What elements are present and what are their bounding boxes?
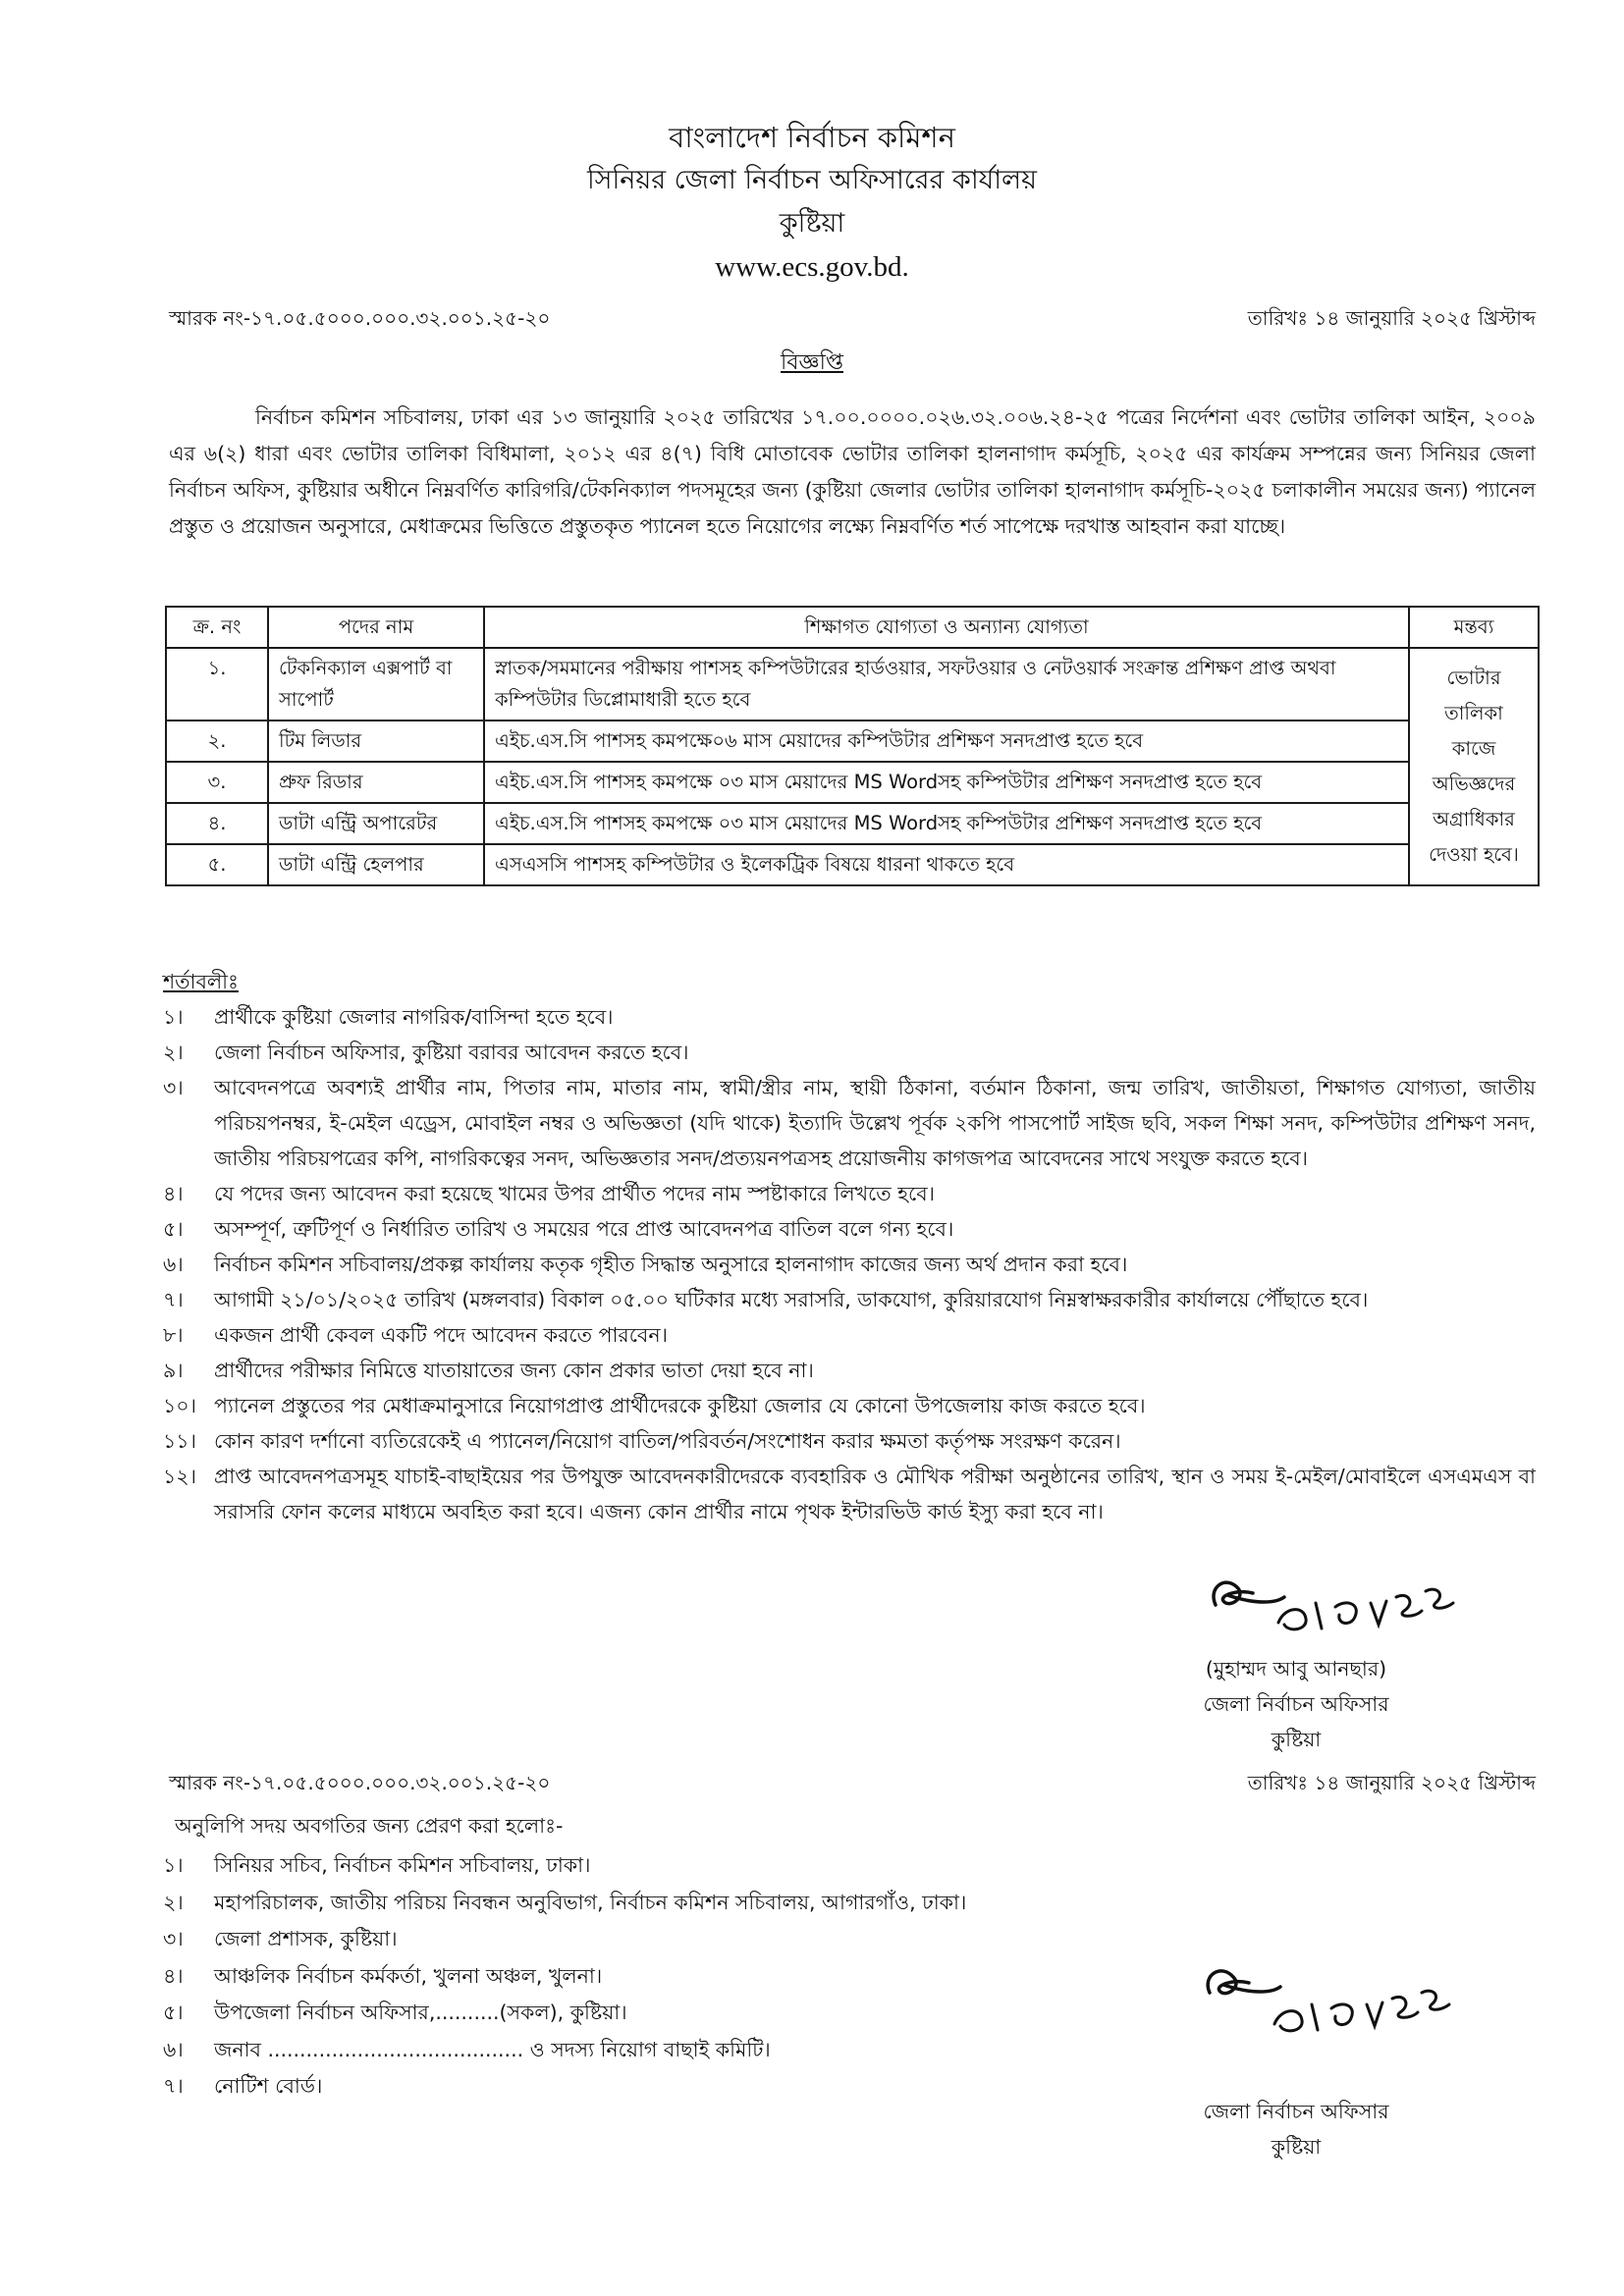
table-header-row [166, 607, 1539, 648]
list-item [163, 1388, 1536, 1423]
item-number: ১। [163, 1005, 184, 1029]
item-number: ৬। [163, 2037, 184, 2061]
list-item [163, 1282, 1536, 1317]
signatory-designation: জেলা নির্বাচন অফিসার [1203, 1692, 1389, 1716]
row-qualification: এইচ.এস.সি পাশসহ কমপক্ষে ০৩ মাস মেয়াদের MS Wordসহ কম্পিউটার প্রশিক্ষণ সনদপ্রাপ্ত হতে হবে [484, 803, 1409, 844]
row-qualification: এইচ.এস.সি পাশসহ কমপক্ষে ০৩ মাস মেয়াদের MS Wordসহ কম্পিউটার প্রশিক্ষণ সনদপ্রাপ্ত হতে হবে [484, 762, 1409, 803]
table-row [166, 762, 1539, 803]
row-post: ডাটা এন্ট্রি হেলপার [268, 844, 484, 885]
list-item [163, 1459, 1536, 1529]
item-number: ৬। [163, 1253, 184, 1276]
remark-cell: ভোটার তালিকা কাজে অভিজ্ঞদের অগ্রাধিকার দেওয়া হবে। [1409, 648, 1539, 885]
row-post: প্রুফ রিডার [268, 762, 484, 803]
list-item [163, 2068, 1145, 2106]
row-no: ৫. [166, 844, 268, 885]
signatory-designation: জেলা নির্বাচন অফিসার [1203, 2100, 1389, 2123]
item-text: মহাপরিচালক, জাতীয় পরিচয় নিবন্ধন অনুবিভাগ, নির্বাচন কমিশন সচিবালয়, আগারগাঁও, ঢাকা। [214, 1890, 967, 1914]
row-no: ১. [166, 648, 268, 721]
list-item [163, 1070, 1536, 1176]
signatory-name: (মুহাম্মদ আবু আনছার) [1205, 1657, 1387, 1681]
row-post: টিম লিডার [268, 721, 484, 762]
office-location: কুষ্টিয়া [779, 208, 845, 239]
posts-table [165, 606, 1540, 886]
row-no: ৪. [166, 803, 268, 844]
item-text: প্যানেল প্রস্তুতের পর মেধাক্রমানুসারে নিয়োগপ্রাপ্ত প্রার্থীদেরকে কুষ্টিয়া জেলার যে কোনো উপজেলায় কাজ করতে হবে। [214, 1394, 1146, 1417]
item-number: ৫। [163, 1217, 184, 1241]
row-qualification: এইচ.এস.সি পাশসহ কমপক্ষে০৬ মাস মেয়াদের কম্পিউটার প্রশিক্ষণ সনদপ্রাপ্ত হতে হবে [484, 721, 1409, 762]
website: www.ecs.gov.bd. [715, 251, 909, 283]
copy-heading: অনুলিপি সদয় অবগতির জন্য প্রেরণ করা হলোঃ- [175, 1814, 564, 1838]
signatory-place: কুষ্টিয়া [1271, 1728, 1322, 1751]
row-no: ২. [166, 721, 268, 762]
item-number: ৪। [163, 1182, 184, 1205]
signature-image [1188, 1942, 1522, 2059]
row-no: ৩. [166, 762, 268, 803]
col-header-qualification: শিক্ষাগত যোগ্যতা ও অন্যান্য যোগ্যতা [484, 607, 1409, 648]
list-item [163, 1247, 1536, 1282]
item-number: ১০। [163, 1394, 196, 1417]
item-number: ২। [163, 1041, 184, 1064]
item-number: ৭। [163, 2074, 184, 2098]
list-item [163, 1317, 1536, 1353]
list-item [163, 1958, 1145, 1996]
table-row [166, 721, 1539, 762]
list-item [163, 1995, 1145, 2032]
item-text: অসম্পূর্ণ, ত্রুটিপূর্ণ ও নির্ধারিত তারিখ ও সময়ের পরে প্রাপ্ত আবেদনপত্র বাতিল বলে গন্য হবে। [214, 1217, 954, 1241]
item-text: উপজেলা নির্বাচন অফিসার,..........(সকল), কুষ্টিয়া। [214, 2001, 627, 2024]
item-number: ২। [163, 1890, 184, 1914]
item-text: প্রার্থীকে কুষ্টিয়া জেলার নাগরিক/বাসিন্দা হতে হবে। [214, 1005, 614, 1029]
item-text: নোটিশ বোর্ড। [214, 2074, 323, 2098]
signatory-block-copy [1090, 2094, 1502, 2164]
memo-date: তারিখঃ ১৪ জানুয়ারি ২০২৫ খ্রিস্টাব্দ [1247, 306, 1536, 330]
intro-paragraph: নির্বাচন কমিশন সচিবালয়, ঢাকা এর ১৩ জানুয়ারি ২০২৫ তারিখের ১৭.০০.০০০০.০২৬.৩২.০০৬.২৪-২৫ পত্রের নির্দেশনা এবং ভোটার তালিকা আইন, ২০০৯ এর ৬(২) ধারা এবং ভোটার তালিকা বিধিমালা, ২০১২ এর ৪(৭) বিধি মোতাবেক ভোটার তালিকা হালনাগাদ কর্মসূচি, ২০২৫ এর কার্যক্রম সম্পন্নের জন্য সিনিয়র জেলা নির্বাচন অফিস, কুষ্টিয়ার অধীনে নিম্নবর্ণিত কারিগরি/টেকনিক্যাল পদসমূহের জন্য (কুষ্টিয়া জেলার ভোটার তালিকা হালনাগাদ কর্মসূচি-২০২৫ চলাকালীন সময়ের জন্য) প্যানেল প্রস্তুত ও প্রয়োজন অনুসারে, মেধাক্রমের ভিত্তিতে প্রস্তুতকৃত প্যানেল হতে নিয়োগের লক্ষ্যে নিম্নবর্ণিত শর্ত সাপেক্ষে দরখাস্ত আহবান করা যাচ্ছে। [169, 405, 1536, 538]
item-text: প্রাপ্ত আবেদনপত্রসমূহ যাচাই-বাছাইয়ের পর উপযুক্ত আবেদনকারীদেরকে ব্যবহারিক ও মৌখিক পরীক্ষা অনুষ্ঠানের তারিখ, স্থান ও সময় ই-মেইল/মোবাইলে এসএমএস বা সরাসরি ফোন কলের মাধ্যমে অবহিত করা হবে। এজন্য কোন প্রার্থীর নামে পৃথক ইন্টারভিউ কার্ড ইস্যু করা হবে না। [214, 1465, 1536, 1523]
table-row [166, 844, 1539, 885]
item-number: ৯। [163, 1359, 184, 1382]
item-text: সিনিয়র সচিব, নির্বাচন কমিশন সচিবালয়, ঢাকা। [214, 1853, 591, 1877]
item-text: একজন প্রার্থী কেবল একটি পদে আবেদন করতে পারবেন। [214, 1323, 668, 1347]
item-text: কোন কারণ দর্শানো ব্যতিরেকেই এ প্যানেল/নিয়োগ বাতিল/পরিবর্তন/সংশোধন করার ক্ষমতা কর্তৃপক্ষ সংরক্ষণ করেন। [214, 1429, 1121, 1453]
item-number: ৭। [163, 1288, 184, 1311]
office-name: সিনিয়র জেলা নির্বাচন অফিসারের কার্যালয় [586, 165, 1038, 195]
item-number: ৪। [163, 1963, 184, 1988]
memo-number: স্মারক নং-১৭.০৫.৫০০০.০০০.৩২.০০১.২৫-২০ [169, 1771, 551, 1794]
item-number: ৩। [163, 1927, 184, 1950]
row-post: টেকনিক্যাল এক্সপার্ট বা সাপোর্ট [268, 648, 484, 721]
item-text: জনাব ........................................ ও সদস্য নিয়োগ বাছাই কমিটি। [214, 2037, 771, 2061]
signatory-block [1090, 1651, 1502, 1757]
copy-list [163, 1847, 1145, 2106]
memo-date: তারিখঃ ১৪ জানুয়ারি ২০২৫ খ্রিস্টাব্দ [1247, 1771, 1536, 1794]
list-item [163, 999, 1536, 1035]
list-item [163, 1176, 1536, 1211]
list-item [163, 2032, 1145, 2069]
memo-number: স্মারক নং-১৭.০৫.৫০০০.০০০.৩২.০০১.২৫-২০ [169, 306, 551, 330]
item-text: যে পদের জন্য আবেদন করা হয়েছে খামের উপর প্রার্থীত পদের নাম স্পষ্টাকারে লিখতে হবে। [214, 1182, 935, 1205]
item-text: আগামী ২১/০১/২০২৫ তারিখ (মঙ্গলবার) বিকাল ০৫.০০ ঘটিকার মধ্যে সরাসরি, ডাকযোগ, কুরিয়ারযোগ নিম্নস্বাক্ষরকারীর কার্যালয়ে পৌঁছাতে হবে। [214, 1288, 1369, 1311]
notice-title: বিজ্ঞপ্তি [781, 350, 843, 375]
row-qualification: স্নাতক/সমমানের পরীক্ষায় পাশসহ কম্পিউটারের হার্ডওয়ার, সফটওয়ার ও নেটওয়ার্ক সংক্রান্ত প্রশিক্ষণ প্রাপ্ত অথবা কম্পিউটার ডিপ্লোমাধারী হতে হবে [484, 648, 1409, 721]
row-post: ডাটা এন্ট্রি অপারেটর [268, 803, 484, 844]
letterhead [0, 116, 1624, 289]
item-text: জেলা প্রশাসক, কুষ্টিয়া। [214, 1927, 398, 1950]
signatory-place: কুষ্টিয়া [1271, 2135, 1322, 2159]
row-qualification: এসএসসি পাশসহ কম্পিউটার ও ইলেকট্রিক বিষয়ে ধারনা থাকতে হবে [484, 844, 1409, 885]
conditions-list [163, 999, 1536, 1529]
list-item [163, 1847, 1145, 1885]
item-text: আবেদনপত্রে অবশ্যই প্রার্থীর নাম, পিতার নাম, মাতার নাম, স্বামী/স্ত্রীর নাম, স্থায়ী ঠিকানা, বর্তমান ঠিকানা, জন্ম তারিখ, জাতীয়তা, শিক্ষাগত যোগ্যতা, জাতীয় পরিচয়পনম্বর, ই-মেইল এড্রেস, মোবাইল নম্বর ও অভিজ্ঞতা (যদি থাকে) ইত্যাদি উল্লেখ পূর্বক ২কপি পাসপোর্ট সাইজ ছবি, সকল শিক্ষা সনদ, কম্পিউটার প্রশিক্ষণ সনদ, জাতীয় পরিচয়পত্রের কপি, নাগরিকত্বের সনদ, অভিজ্ঞতার সনদ/প্রত্যয়নপত্রসহ প্রয়োজনীয় কাগজপত্র আবেদনের সাথে সংযুক্ত করতে হবে। [214, 1076, 1536, 1170]
item-text: আঞ্চলিক নির্বাচন কর্মকর্তা, খুলনা অঞ্চল, খুলনা। [214, 1963, 603, 1988]
col-header-remark: মন্তব্য [1409, 607, 1539, 648]
item-text: নির্বাচন কমিশন সচিবালয়/প্রকল্প কার্যালয় কতৃক গৃহীত সিদ্ধান্ত অনুসারে হালনাগাদ কাজের জন্য অর্থ প্রদান করা হবে। [214, 1253, 1128, 1276]
list-item [163, 1423, 1536, 1459]
item-number: ৫। [163, 2001, 184, 2024]
list-item [163, 1921, 1145, 1958]
table-row [166, 803, 1539, 844]
col-header-no: ক্র. নং [166, 607, 268, 648]
item-number: ৩। [163, 1076, 184, 1099]
list-item [163, 1211, 1536, 1247]
item-number: ১২। [163, 1465, 196, 1488]
item-text: প্রার্থীদের পরীক্ষার নিমিত্তে যাতায়াতের জন্য কোন প্রকার ভাতা দেয়া হবে না। [214, 1359, 814, 1382]
item-number: ৮। [163, 1323, 184, 1347]
signature-image [1168, 1546, 1502, 1654]
table-row [166, 648, 1539, 721]
list-item [163, 1885, 1145, 1922]
item-text: জেলা নির্বাচন অফিসার, কুষ্টিয়া বরাবর আবেদন করতে হবে। [214, 1041, 689, 1064]
list-item [163, 1353, 1536, 1388]
item-number: ১১। [163, 1429, 196, 1453]
list-item [163, 1035, 1536, 1070]
org-name: বাংলাদেশ নির্বাচন কমিশন [669, 121, 955, 154]
conditions-heading: শর্তাবলীঃ [163, 970, 239, 993]
col-header-post: পদের নাম [268, 607, 484, 648]
item-number: ১। [163, 1853, 184, 1877]
